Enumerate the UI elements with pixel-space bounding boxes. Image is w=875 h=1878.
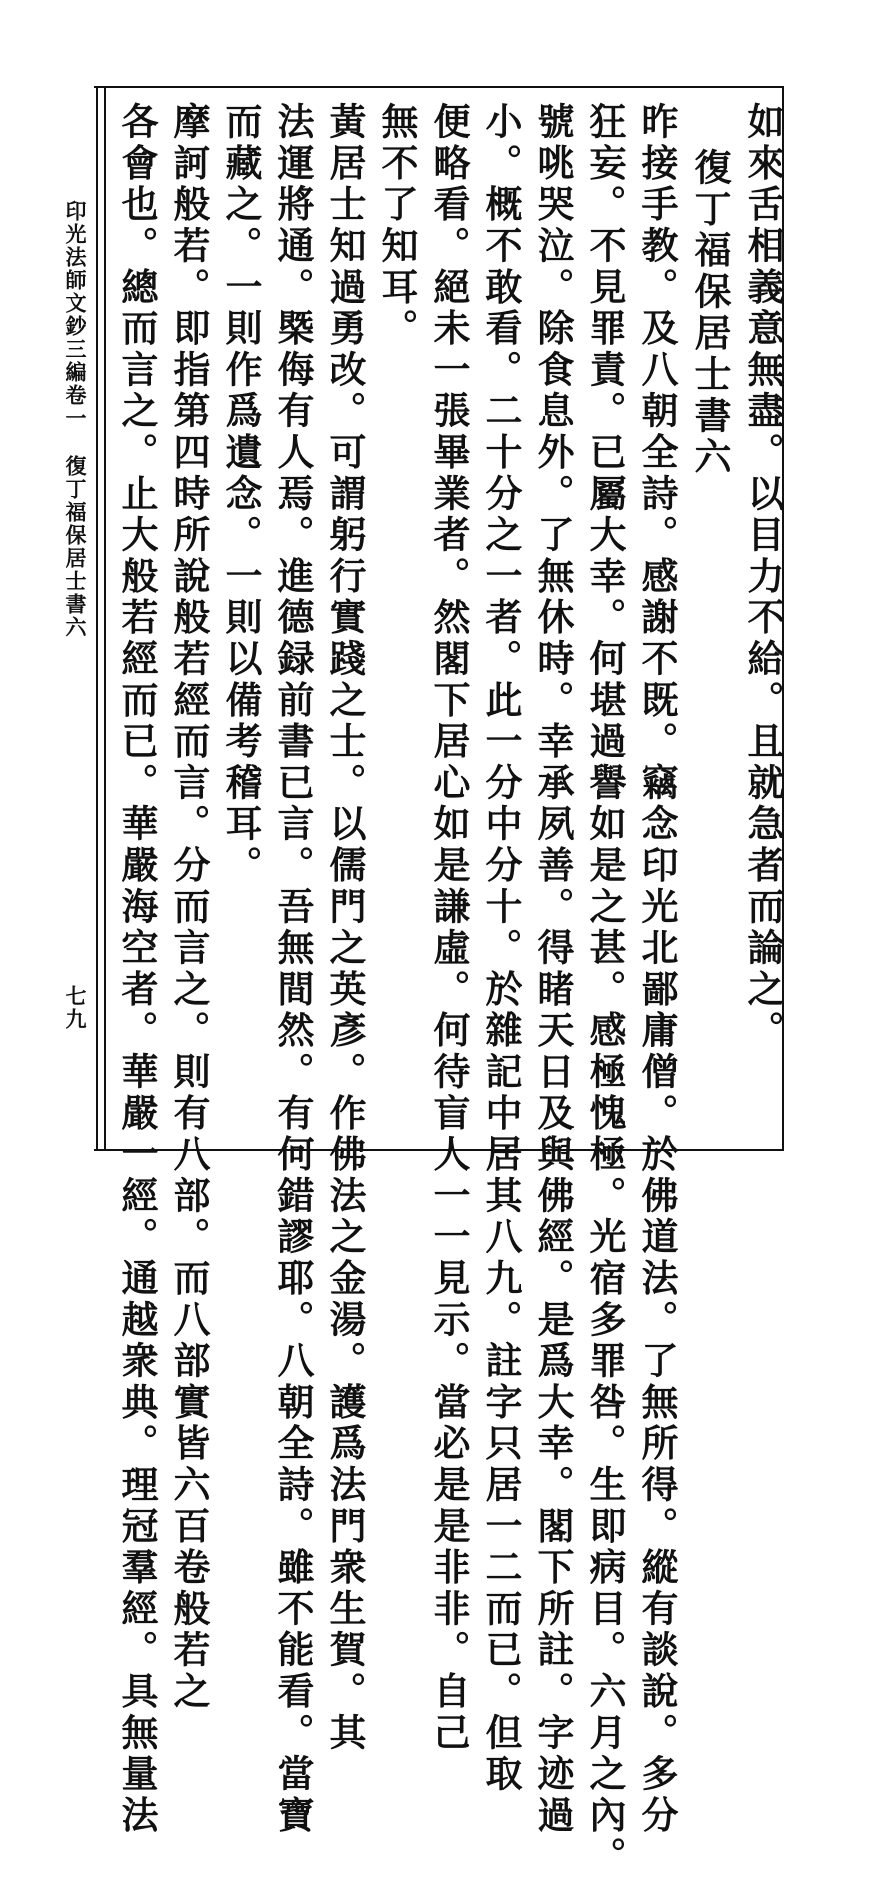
text-column-12: 摩訶般若。即指第四時所說般若經而言。分而言之。則有八部。而八部實皆六百卷般若之 [167,102,211,1713]
text-column-10: 法運將通。槩侮有人焉。進德録前書已言。吾無間然。有何錯謬耶。八朝全詩。雖不能看。當寶 [271,102,315,1837]
text-column-9: 黃居士知過勇改。可謂躬行實踐之士。以儒門之英彥。作佛法之金湯。護爲法門衆生賀。其 [323,102,367,1754]
page-number: 七九 [63,985,88,1031]
text-column-7: 便略看。絕未一張畢業者。然閣下居心如是謙虛。何待盲人一一見示。當必是是非非。自己 [427,102,471,1754]
text-column-1: 如來舌相義意無盡。以目力不給。且就急者而論之。 [741,102,785,1052]
text-column-2-heading: 復丁福保居士書六 [688,148,732,479]
text-column-5: 號咷哭泣。除食息外。了無休時。幸承夙善。得睹天日及與佛經。是爲大幸。閣下所註。字迹過 [531,102,575,1837]
section-title-header: 復丁福保居士書六 [63,455,88,639]
book-title-header: 印光法師文鈔三編卷一 [63,200,88,430]
margin-rule [96,86,104,1151]
margin-tick-top [94,86,104,88]
text-column-4: 狂妄。不見罪責。已屬大幸。何堪過譽如是之甚。感極愧極。光宿多罪咎。生即病目。六月之內。 [583,102,627,1878]
text-column-11: 而藏之。一則作爲遺念。一則以備考稽耳。 [219,102,263,887]
text-column-13: 各會也。總而言之。止大般若經而已。華嚴海空者。華嚴一經。通越衆典。理冠羣經。具無量法 [115,102,159,1837]
text-column-6: 小。概不敢看。二十分之一者。此一分中分十。於雜記中居其八九。註字只居一二而已。但取 [479,102,523,1796]
text-column-8: 無不了知耳。 [375,102,419,350]
text-column-3: 昨接手教。及八朝全詩。感謝不既。竊念印光北鄙庸僧。於佛道法。了無所得。縱有談說。多分 [635,102,679,1837]
margin-tick-bottom [94,1149,104,1151]
